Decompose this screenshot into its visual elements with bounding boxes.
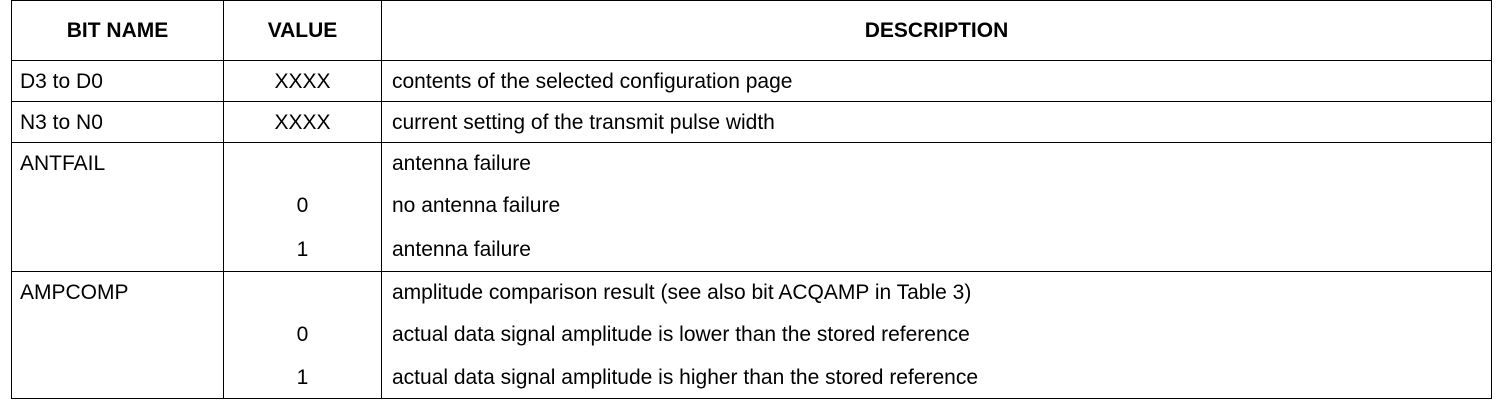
table-row [12,143,1492,184]
bit-name-cell: N3 to N0 [12,102,224,143]
bit-description-table [11,0,1492,399]
value-cell [224,143,382,184]
bit-name-cell: D3 to D0 [12,61,224,102]
value-cell: 0 [224,312,382,356]
header-value: VALUE [224,1,382,61]
description-cell: no antenna failure [382,183,1492,227]
value-cell [224,272,382,313]
description-cell: current setting of the transmit pulse width [382,102,1492,143]
bit-name-cell [12,227,224,272]
description-cell: actual data signal amplitude is higher than the stored reference [382,356,1492,399]
description-cell: antenna failure [382,227,1492,272]
table-row [12,356,1492,399]
header-description: DESCRIPTION [382,1,1492,61]
value-cell: 1 [224,356,382,399]
description-cell: actual data signal amplitude is lower than the stored reference [382,312,1492,356]
bit-name-cell: ANTFAIL [12,143,224,184]
bit-name-cell [12,183,224,227]
bit-name-cell [12,356,224,399]
bit-name-cell: AMPCOMP [12,272,224,313]
table-row [12,227,1492,272]
description-cell: contents of the selected configuration page [382,61,1492,102]
bit-name-cell [12,312,224,356]
description-cell: antenna failure [382,143,1492,184]
table-row [12,102,1492,143]
value-cell: 1 [224,227,382,272]
value-cell: 0 [224,183,382,227]
header-bit-name: BIT NAME [12,1,224,61]
value-cell: XXXX [224,61,382,102]
table-row [12,312,1492,356]
table-row [12,272,1492,313]
description-cell: amplitude comparison result (see also bit ACQAMP in Table 3) [382,272,1492,313]
table-header-row [12,1,1492,61]
table-row [12,183,1492,227]
table-row [12,61,1492,102]
value-cell: XXXX [224,102,382,143]
bit-description-table-wrapper [11,0,1492,399]
